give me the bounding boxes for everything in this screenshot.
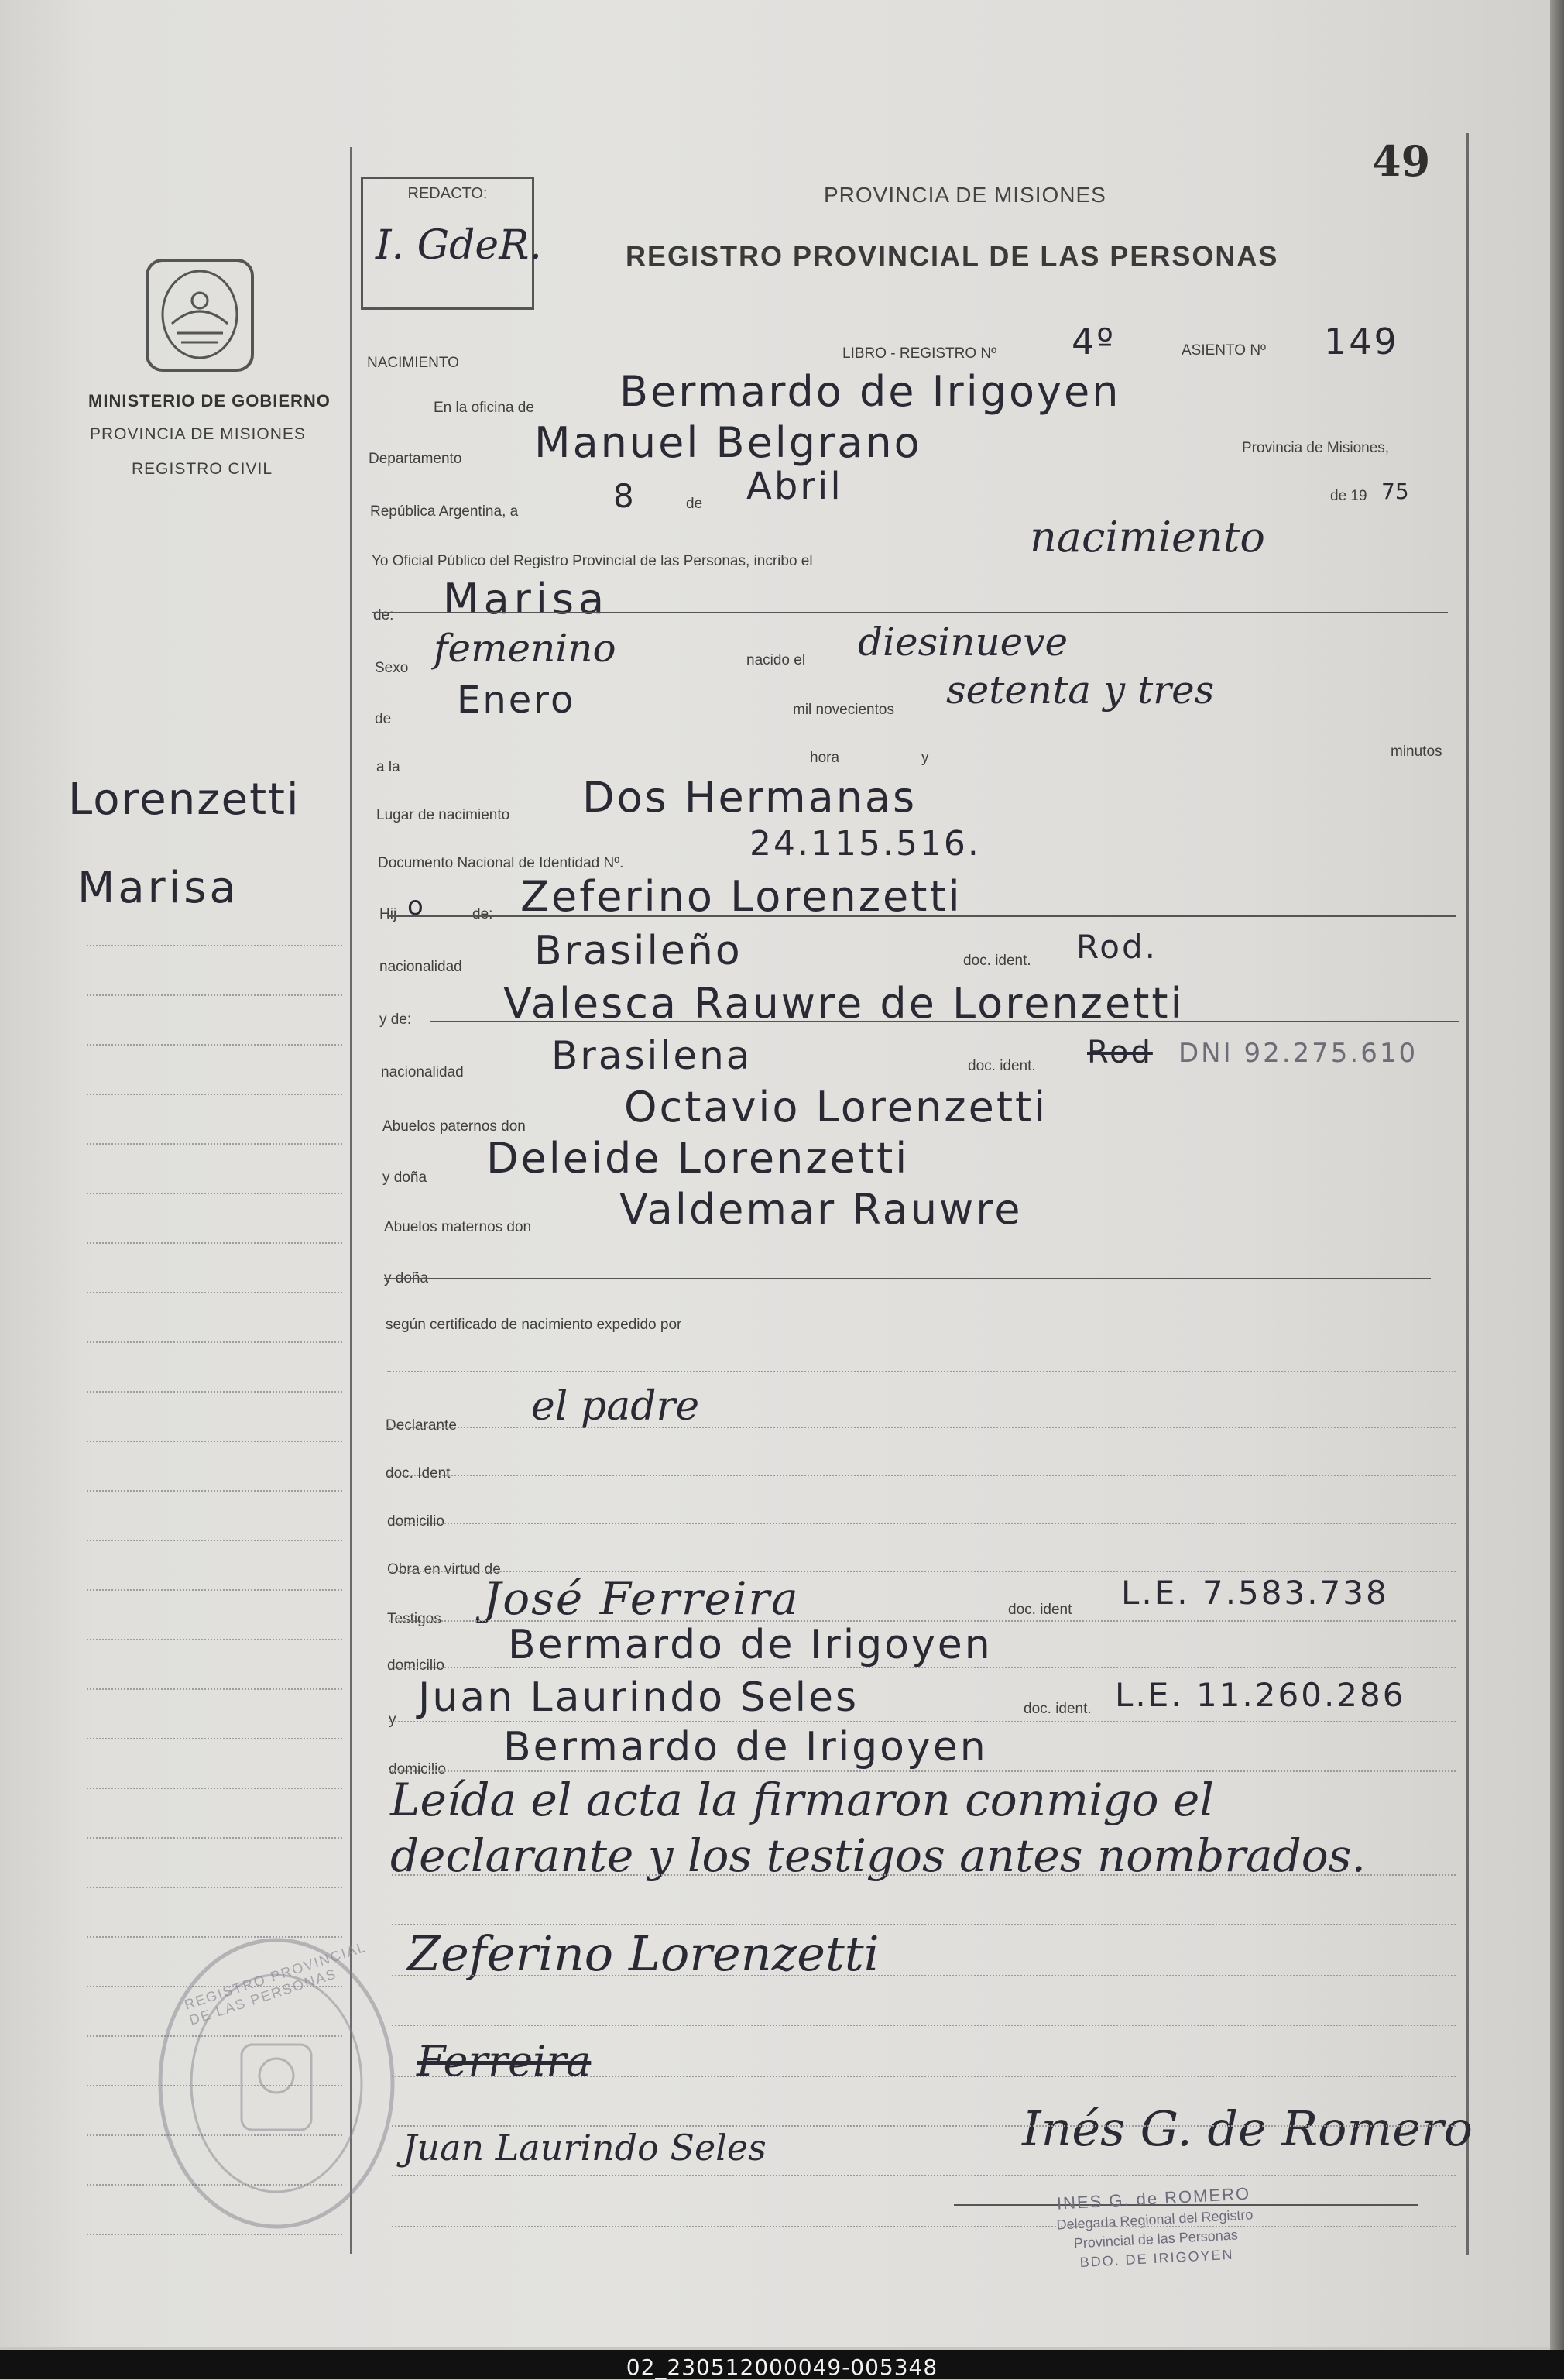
label-obra: Obra en virtud de — [387, 1561, 501, 1578]
right-frame-line — [1466, 133, 1469, 2255]
label-nacionalidad-padre: nacionalidad — [379, 959, 462, 975]
footer-filename: 02_230512000049-005348 — [626, 2354, 938, 2380]
form-rule-line — [392, 1924, 1456, 1925]
margin-rule-line — [87, 1341, 342, 1343]
label-libro: LIBRO - REGISTRO Nº — [842, 345, 997, 362]
label-domicilio-t1: domicilio — [387, 1657, 444, 1674]
margin-rule-line — [87, 1788, 342, 1789]
signature-testigo1: Ferreira — [417, 2037, 592, 2086]
entry-abuelo-pat: Octavio Lorenzetti — [624, 1083, 1048, 1132]
entry-acto: nacimiento — [1030, 513, 1265, 562]
margin-rule-line — [87, 1688, 342, 1690]
label-republica: República Argentina, a — [370, 503, 519, 520]
label-provincia-misiones: Provincia de Misiones, — [1242, 440, 1390, 456]
stamp-location: BDO. DE IRIGOYEN — [1079, 2246, 1234, 2271]
form-rule-line — [392, 2076, 1456, 2077]
form-rule-line — [392, 2025, 1456, 2026]
label-y-minutos: y — [921, 750, 929, 766]
entry-declarante: el padre — [531, 1383, 700, 1430]
label-departamento: Departamento — [369, 451, 462, 467]
label-hij: Hij — [379, 906, 397, 922]
entry-oficina: Bermardo de Irigoyen — [619, 367, 1121, 416]
closing-line-1: Leída el acta la firmaron conmigo el — [390, 1774, 1214, 1826]
form-rule-line — [387, 915, 1456, 917]
entry-madre: Valesca Rauwre de Lorenzetti — [503, 979, 1185, 1028]
margin-rule-line — [87, 1738, 342, 1739]
entry-abuela-pat: Deleide Lorenzetti — [486, 1134, 910, 1183]
form-rule-line — [392, 1874, 1456, 1876]
label-testigos: Testigos — [387, 1611, 441, 1627]
entry-dom-t1: Bermardo de Irigoyen — [508, 1622, 993, 1668]
label-y-testigo2: y — [389, 1712, 396, 1728]
entry-anio: 75 — [1381, 479, 1409, 504]
label-doc-ident-t2: doc. ident. — [1024, 1701, 1092, 1717]
form-rule-line — [389, 1770, 1456, 1772]
label-mes-nac-de: de — [375, 711, 392, 727]
label-y-de: y de: — [379, 1011, 412, 1028]
label-asiento: ASIENTO Nº — [1182, 342, 1266, 359]
entry-doc-madre-struck: Rod — [1087, 1035, 1153, 1070]
registry-seal-text: REGISTRO PROVINCIAL DE LAS PERSONAS — [182, 1939, 369, 2028]
closing-line-2: declarante y los testigos antes nombrados. — [390, 1829, 1366, 1882]
label-abuelos-paternos: Abuelos paternos don — [382, 1118, 526, 1135]
stamp-institution: Provincial de las Personas — [1073, 2227, 1239, 2251]
page-number: 49 — [1372, 136, 1431, 186]
entry-documento: 24.115.516. — [749, 824, 981, 864]
margin-rule-line — [87, 1540, 342, 1541]
redacto-box — [361, 177, 542, 310]
label-de-1900: de 19 — [1330, 488, 1367, 504]
margin-rule-line — [87, 1193, 342, 1194]
form-rule-line — [389, 1620, 1456, 1622]
margin-rule-line — [87, 1490, 342, 1492]
stamp-title: Delegada Regional del Registro — [1056, 2207, 1254, 2233]
label-de: de — [686, 496, 703, 512]
form-rule-line — [392, 1975, 1456, 1976]
label-sexo: Sexo — [375, 660, 409, 676]
signature-testigo2: Juan Laurindo Seles — [403, 2127, 767, 2169]
header-registry: REGISTRO PROVINCIAL DE LAS PERSONAS — [626, 240, 1279, 272]
form-rule-line — [372, 612, 1448, 613]
ministry-province: PROVINCIA DE MISIONES — [90, 425, 306, 443]
margin-rule-line — [87, 1837, 342, 1839]
margin-rule-line — [87, 1441, 342, 1442]
signature-oficial: Inés G. de Romero — [1022, 2100, 1473, 2157]
form-rule-line — [387, 1427, 1456, 1428]
form-rule-line — [389, 1721, 1456, 1722]
entry-lugar: Dos Hermanas — [582, 773, 917, 822]
redacto-label: REDACTO: — [407, 185, 488, 202]
label-oficina: En la oficina de — [434, 400, 534, 416]
margin-rule-line — [87, 1887, 342, 1888]
ministry-name: MINISTERIO DE GOBIERNO — [88, 391, 331, 410]
entry-sexo: femenino — [434, 626, 616, 671]
margin-rule-line — [87, 1044, 342, 1046]
label-hij-de: de: — [472, 906, 493, 922]
label-doc-ident-declarante: doc. Ident — [386, 1465, 451, 1482]
entry-mes: Abril — [746, 465, 843, 508]
entry-libro: 4º — [1072, 321, 1116, 362]
label-domicilio-declarante: domicilio — [387, 1513, 444, 1530]
entry-testigo2: Juan Laurindo Seles — [418, 1674, 859, 1721]
margin-rule-line — [87, 1639, 342, 1640]
label-y-dona-mat: y doña — [384, 1270, 429, 1286]
entry-dia: 8 — [613, 477, 636, 515]
margin-rule-line — [87, 1242, 342, 1244]
form-rule-line — [389, 1667, 1456, 1668]
entry-testigo1: José Ferreira — [483, 1572, 800, 1625]
form-rule-line — [430, 1021, 1459, 1022]
entry-nacido-el: diesinueve — [858, 620, 1068, 665]
margin-surname: Lorenzetti — [68, 774, 300, 825]
entry-hij-suffix: o — [407, 891, 424, 922]
form-rule-line — [387, 1371, 1456, 1372]
stamp-name: INES G. de ROMERO — [1056, 2183, 1251, 2213]
label-abuelos-maternos: Abuelos maternos don — [384, 1219, 532, 1235]
margin-name: Marisa — [77, 863, 239, 913]
margin-rule-line — [87, 1391, 342, 1393]
label-nombre-de: de: — [373, 607, 394, 623]
header-province: PROVINCIA DE MISIONES — [824, 183, 1106, 207]
label-y-dona-pat: y doña — [382, 1169, 427, 1186]
form-rule-line — [387, 1475, 1456, 1476]
label-doc-ident-padre: doc. ident. — [963, 953, 1031, 969]
entry-padre: Zeferino Lorenzetti — [520, 872, 962, 921]
entry-dom-t2: Bermardo de Irigoyen — [503, 1724, 988, 1770]
entry-doc-t1: L.E. 7.583.738 — [1121, 1574, 1389, 1612]
entry-anio-nac: setenta y tres — [946, 668, 1215, 713]
form-rule-line — [392, 2125, 1456, 2127]
margin-rule-line — [87, 945, 342, 946]
label-doc-ident-madre: doc. ident. — [968, 1058, 1036, 1074]
ministry-civil: REGISTRO CIVIL — [132, 460, 273, 478]
label-domicilio-t2: domicilio — [389, 1761, 446, 1777]
entry-nac-madre: Brasilena — [551, 1033, 753, 1078]
redacto-initials: I. GdeR. — [376, 222, 542, 269]
label-a-la: a la — [376, 759, 400, 775]
book-binding — [1550, 0, 1564, 2354]
label-documento: Documento Nacional de Identidad Nº. — [378, 855, 624, 871]
label-declarante: Declarante — [386, 1417, 457, 1434]
label-nacido-el: nacido el — [746, 652, 806, 668]
label-hora: hora — [810, 750, 840, 766]
label-yo-oficial: Yo Oficial Público del Registro Provincial de las Personas, incribo el — [372, 553, 813, 569]
entry-nombre: Marisa — [443, 575, 609, 623]
label-mil-novecientos: mil novecientos — [793, 702, 894, 718]
margin-rule-line — [87, 1292, 342, 1293]
entry-doc-madre: DNI 92.275.610 — [1178, 1038, 1418, 1069]
label-minutos: minutos — [1391, 744, 1442, 760]
label-doc-ident-t1: doc. ident — [1008, 1602, 1072, 1618]
margin-rule-line — [87, 994, 342, 996]
margin-rule-line — [87, 1589, 342, 1591]
entry-abuelo-mat: Valdemar Rauwre — [619, 1185, 1023, 1234]
margin-rule-line — [87, 1143, 342, 1145]
label-nacionalidad-madre: nacionalidad — [381, 1064, 464, 1080]
entry-doc-t2: L.E. 11.260.286 — [1115, 1676, 1406, 1714]
entry-departamento: Manuel Belgrano — [534, 418, 922, 467]
entry-nac-padre: Brasileño — [534, 928, 743, 974]
form-rule-line — [389, 1571, 1456, 1572]
label-segun: según certificado de nacimiento expedido por — [386, 1317, 682, 1333]
entry-mes-nac: Enero — [457, 678, 576, 722]
form-rule-line — [389, 1523, 1456, 1524]
label-nacimiento: NACIMIENTO — [367, 355, 459, 371]
margin-rule-line — [87, 1094, 342, 1095]
entry-doc-padre: Rod. — [1076, 928, 1158, 966]
label-lugar: Lugar de nacimiento — [376, 807, 510, 823]
coat-of-arms-icon — [141, 252, 259, 378]
form-rule-line — [384, 1278, 1431, 1279]
entry-asiento: 149 — [1324, 321, 1399, 362]
form-rule-line — [392, 2226, 1456, 2227]
form-rule-line — [392, 2175, 1456, 2176]
signature-padre: Zeferino Lorenzetti — [407, 1925, 880, 1982]
